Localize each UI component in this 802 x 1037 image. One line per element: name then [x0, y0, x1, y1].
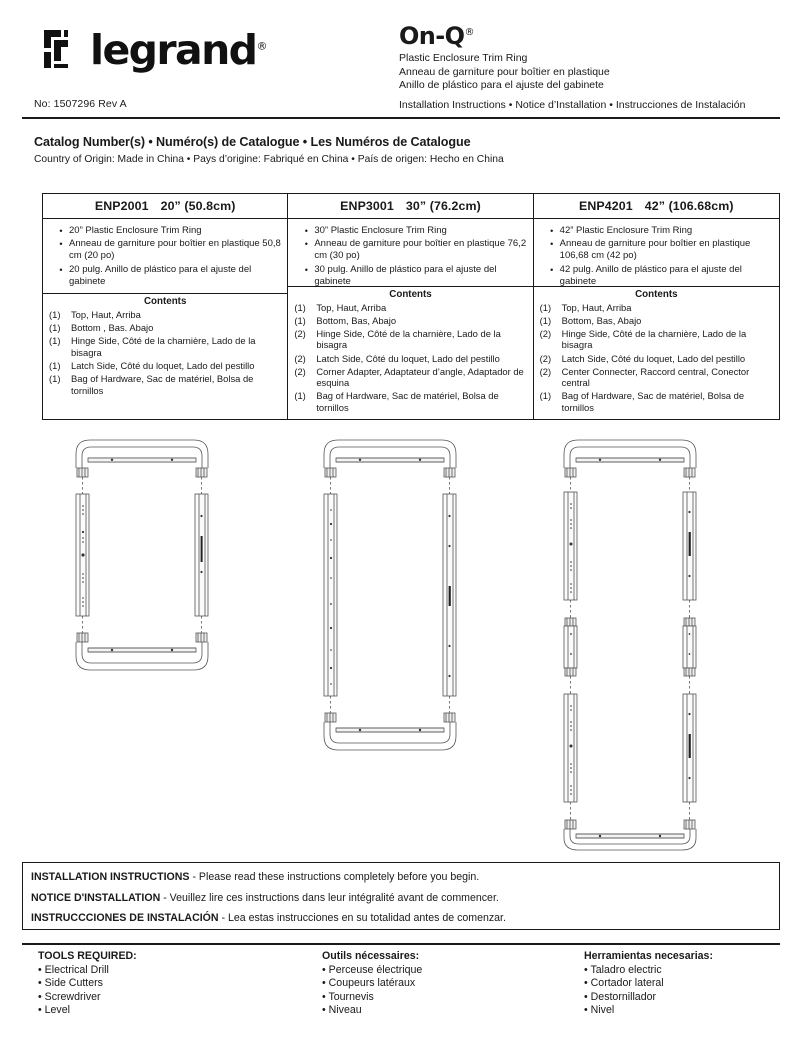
tools-heading-en: TOOLS REQUIRED: [38, 950, 137, 962]
item-quantity: (1) [539, 314, 552, 326]
list-item [298, 238, 526, 262]
tools-column-es [584, 950, 713, 1018]
list-item [540, 366, 774, 389]
bullet-dot-icon: • [550, 226, 554, 236]
item-quantity: (2) [294, 327, 306, 339]
tools-heading-es: Herramientas necesarias: [584, 950, 713, 962]
item-label: Bottom, Bas, Abajo [316, 314, 397, 326]
column-header-enp4201 [534, 194, 779, 219]
list-item [294, 366, 527, 389]
item-quantity: (1) [49, 372, 61, 384]
tool-item: • Nivel [584, 1004, 615, 1017]
tool-item: • Level [38, 1004, 70, 1017]
list-item [53, 264, 281, 288]
list-item [540, 390, 774, 413]
product-description-en: Plastic Enclosure Trim Ring [399, 52, 528, 64]
catalog-numbers-heading: Catalog Number(s) • Numéro(s) de Catalogue • Les Numéros de Catalogue [34, 135, 471, 149]
instruction-heading-fr: NOTICE D'INSTALLATION [31, 891, 161, 904]
catalog-table [42, 193, 780, 420]
document-number: No: 1507296 Rev A [34, 98, 127, 110]
bullet-dot-icon: • [550, 264, 554, 275]
exploded-view-enp3001 [310, 428, 470, 758]
item-quantity: (1) [49, 335, 61, 347]
bullet-list [534, 219, 779, 287]
tool-item: • Tournevis [322, 990, 374, 1003]
contents-heading: Contents [635, 288, 678, 300]
bullet-list [288, 219, 532, 287]
product-identity [399, 24, 610, 93]
exploded-view-enp4201 [550, 428, 710, 853]
list-item [544, 238, 773, 262]
part-number: ENP3001 [340, 199, 394, 213]
item-label: Latch Side, Côté du loquet, Lado del pestillo [561, 352, 746, 364]
tool-item: • Coupeurs latéraux [322, 977, 416, 990]
item-label: Bottom , Bas. Abajo [71, 322, 154, 334]
catalog-column-enp4201 [534, 194, 779, 419]
list-item [540, 315, 774, 327]
header-divider [22, 117, 780, 119]
tools-required-section [22, 950, 780, 1035]
catalog-column-enp2001 [43, 194, 288, 419]
list-item [294, 302, 527, 314]
onq-brand-title [399, 24, 610, 48]
bullet-dot-icon: • [304, 264, 308, 275]
instruction-heading-en: INSTALLATION INSTRUCTIONS [31, 871, 190, 883]
instruction-heading-es: INSTRUCCCIONES DE INSTALACIÓN [31, 912, 219, 924]
list-item [540, 302, 774, 314]
legrand-wordmark-text: legrand [90, 26, 257, 75]
tools-column-en [38, 950, 137, 1018]
item-label: Bottom, Bas, Abajo [561, 314, 642, 326]
list-item [294, 390, 527, 413]
instruction-body-es: - Lea estas instrucciones en su totalidad antes de comenzar. [218, 912, 506, 924]
item-quantity: (1) [49, 322, 61, 334]
list-item [49, 322, 282, 334]
item-label: Top, Haut, Arriba [316, 301, 387, 313]
onq-brand-text: On-Q [399, 22, 465, 50]
item-label: Top, Haut, Arriba [71, 309, 141, 321]
tools-divider [22, 943, 780, 945]
country-of-origin: Country of Origin: Made in China • Pays d’origine: Fabriqué en China • País de origen: Hecho en China [34, 154, 504, 165]
bullet-dot-icon: • [59, 226, 63, 236]
part-size: 42” (106.68cm) [644, 199, 734, 213]
tool-item: • Cortador lateral [584, 977, 664, 990]
item-label: Hinge Side, Côté de la charnière, Lado de la bisagra [316, 327, 501, 351]
legrand-wordmark [90, 26, 268, 75]
item-quantity: (1) [49, 309, 61, 321]
list-item [298, 225, 526, 237]
legrand-logo [42, 26, 268, 75]
part-size: 20” (50.8cm) [160, 199, 236, 213]
item-quantity: (1) [294, 390, 306, 402]
item-label: Bag of Hardware, Sac de matériel, Bolsa de tornillos [316, 390, 499, 413]
list-item [49, 309, 282, 321]
part-size: 30” (76.2cm) [405, 199, 481, 213]
item-quantity: (2) [294, 352, 306, 364]
exploded-view-enp2001 [62, 428, 222, 678]
contents-heading: Contents [143, 296, 187, 308]
list-item [540, 353, 774, 365]
list-item [53, 238, 281, 262]
part-number: ENP2001 [94, 199, 149, 213]
contents-list [43, 309, 287, 402]
list-item [294, 328, 527, 351]
tool-item: • Side Cutters [38, 977, 103, 990]
list-item [544, 264, 773, 288]
list-item [294, 353, 527, 365]
bullet-list [43, 219, 287, 294]
tool-item: • Electrical Drill [38, 964, 109, 976]
product-description-lines [399, 52, 610, 93]
tool-item: • Niveau [322, 1004, 362, 1017]
item-label: Top, Haut, Arriba [561, 301, 632, 313]
legrand-logo-mark [42, 28, 84, 70]
list-item [49, 373, 282, 396]
item-quantity: (2) [539, 365, 552, 377]
tool-item: • Taladro electric [584, 964, 662, 976]
exploded-diagrams [42, 428, 780, 858]
contents-list [288, 302, 532, 419]
contents-list [534, 302, 779, 419]
tool-item: • Destornillador [584, 990, 657, 1003]
item-quantity: (2) [539, 327, 552, 339]
item-label: Center Connecter, Raccord central, Conector central [561, 365, 750, 389]
catalog-column-enp3001 [288, 194, 533, 419]
item-label: Hinge Side, Côté de la charnière, Lado de la bisagra [561, 327, 747, 351]
item-label: Bag of Hardware, Sac de matériel, Bolsa de tornillos [561, 390, 745, 413]
item-label: Corner Adapter, Adaptateur d’angle, Adaptador de esquina [316, 365, 524, 389]
bullet-text: 20 pulg. Anillo de plástico para el ajuste del gabinete [69, 263, 252, 287]
item-label: Bag of Hardware, Sac de matériel, Bolsa de tornillos [71, 372, 254, 396]
bullet-text: 20” Plastic Enclosure Trim Ring [69, 225, 202, 236]
tools-heading-fr: Outils nécessaires: [322, 950, 420, 962]
item-quantity: (2) [294, 365, 306, 377]
onq-registered-icon: ® [464, 27, 474, 38]
instruction-body-en: - Please read these instructions completely before you begin. [189, 871, 480, 883]
item-quantity: (1) [49, 359, 61, 371]
column-header-enp3001 [288, 194, 532, 219]
item-label: Latch Side, Côté du loquet, Lado del pestillo [316, 352, 500, 364]
installation-instructions-box [22, 862, 780, 930]
bullet-text: Anneau de garniture pour boîtier en plastique 106,68 cm (42 po) [559, 238, 751, 262]
item-quantity: (1) [294, 314, 306, 326]
bullet-dot-icon: • [304, 239, 308, 250]
bullet-dot-icon: • [550, 239, 554, 250]
list-item [49, 360, 282, 372]
bullet-dot-icon: • [59, 239, 63, 250]
bullet-text: 30 pulg. Anillo de plástico para el ajuste del gabinete [314, 263, 497, 287]
bullet-text: 30” Plastic Enclosure Trim Ring [314, 225, 447, 236]
instruction-line-en [31, 870, 779, 884]
installation-instructions-subtitle: Installation Instructions • Notice d’Installation • Instrucciones de Instalación [399, 99, 746, 111]
product-description-fr: Anneau de garniture pour boîtier en plastique [399, 65, 610, 78]
bullet-text: 42” Plastic Enclosure Trim Ring [559, 225, 693, 236]
list-item [49, 335, 282, 358]
item-quantity: (1) [294, 301, 306, 313]
item-quantity: (1) [539, 390, 552, 402]
item-quantity: (2) [539, 352, 552, 364]
tools-column-fr [322, 950, 422, 1018]
list-item [298, 264, 526, 288]
bullet-text: Anneau de garniture pour boîtier en plastique 76,2 cm (30 po) [314, 238, 527, 262]
product-description-es: Anillo de plástico para el ajuste del gabinete [399, 79, 604, 92]
item-label: Hinge Side, Côté de la charnière, Lado de la bisagra [71, 335, 256, 358]
list-item [53, 225, 281, 237]
list-item [294, 315, 527, 327]
list-item [544, 225, 773, 237]
column-header-enp2001 [43, 194, 287, 219]
contents-heading: Contents [389, 288, 432, 300]
tool-item: • Screwdriver [38, 990, 101, 1003]
part-number: ENP4201 [579, 199, 633, 213]
item-quantity: (1) [539, 301, 552, 313]
bullet-dot-icon: • [304, 226, 308, 236]
item-label: Latch Side, Côté du loquet, Lado del pestillo [71, 359, 255, 371]
bullet-text: 42 pulg. Anillo de plástico para el ajuste del gabinete [559, 263, 742, 287]
bullet-dot-icon: • [59, 264, 63, 275]
instruction-line-fr [31, 891, 779, 905]
bullet-text: Anneau de garniture pour boîtier en plastique 50,8 cm (20 po) [69, 238, 281, 262]
instruction-line-es [31, 911, 779, 925]
instruction-body-fr: - Veuillez lire ces instructions dans leur intégralité avant de commencer. [160, 891, 499, 904]
list-item [540, 328, 774, 351]
registered-trademark-icon: ® [256, 39, 268, 53]
page-header [0, 0, 802, 118]
tool-item: • Perceuse électrique [322, 964, 423, 976]
